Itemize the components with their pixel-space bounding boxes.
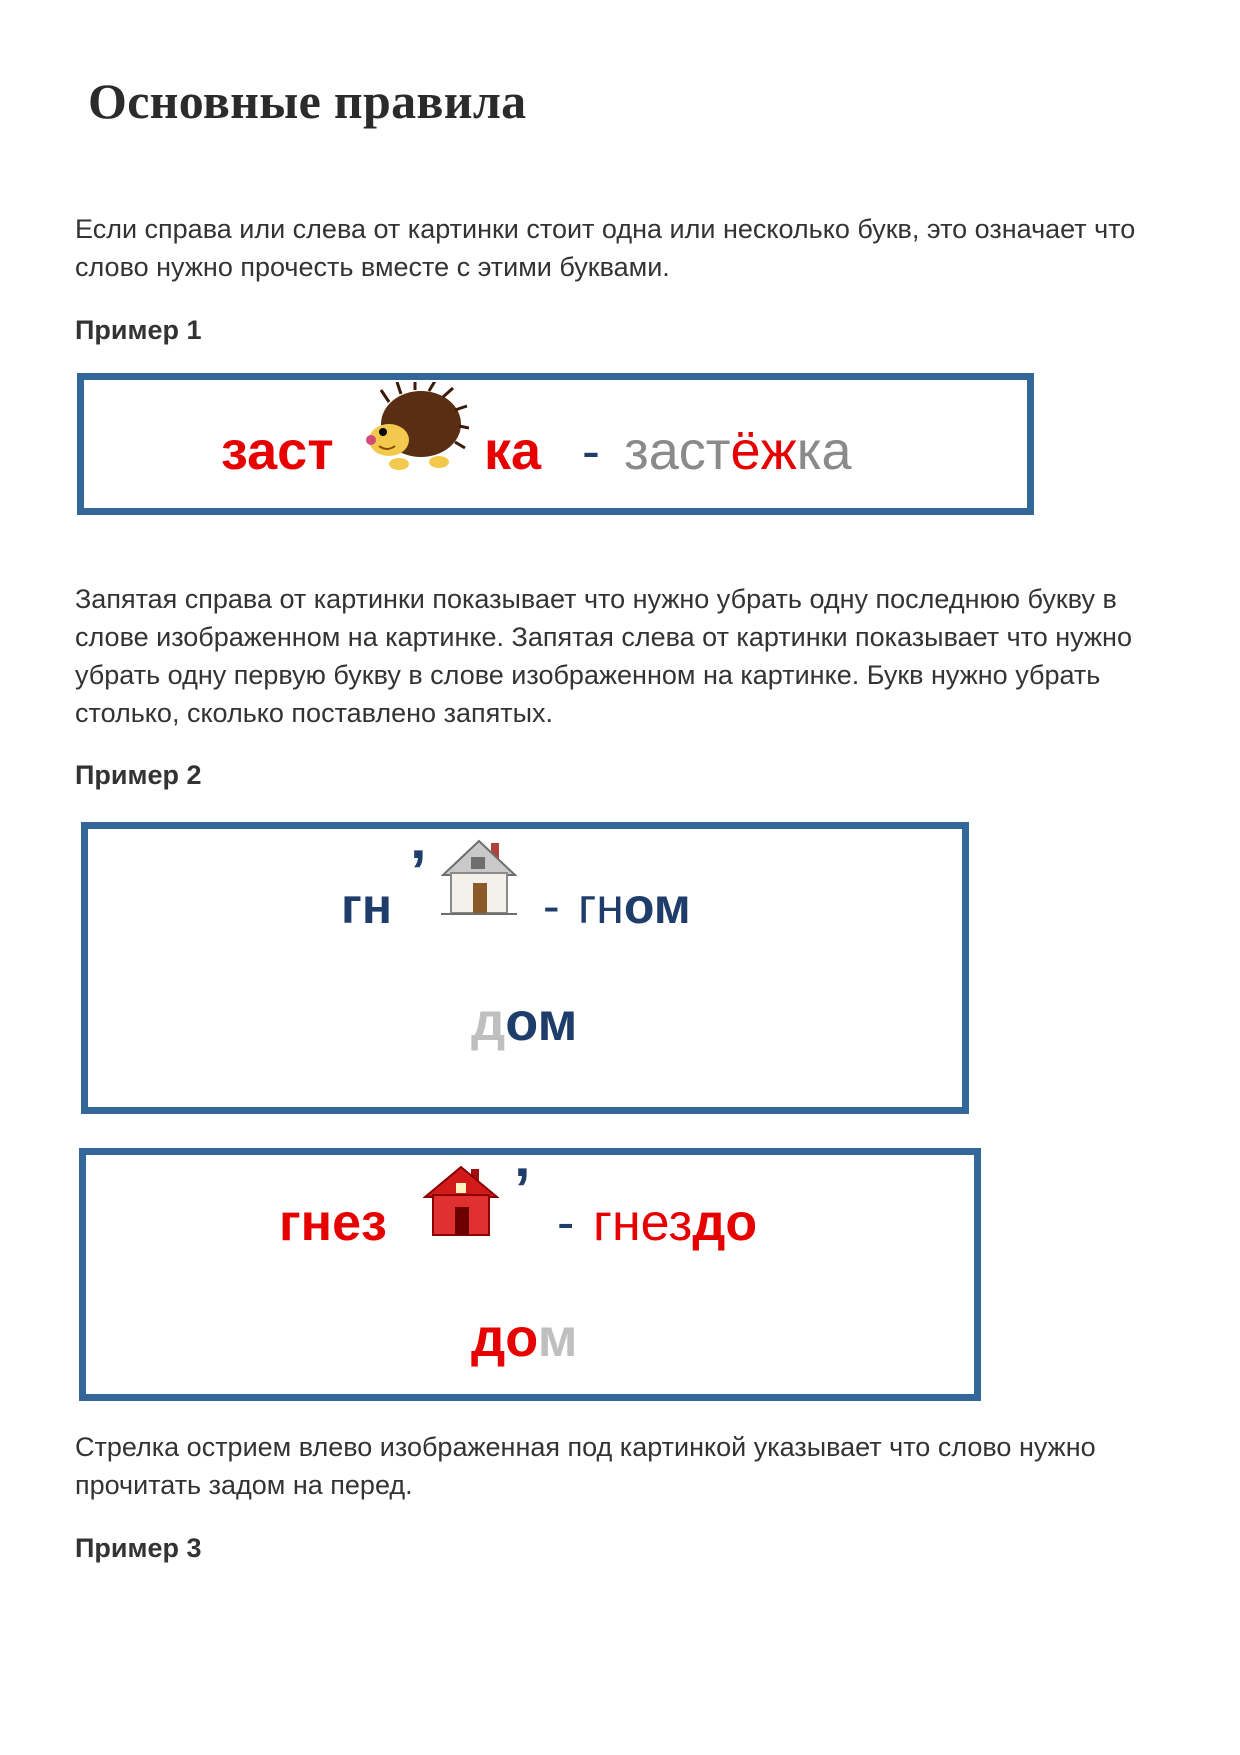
puzzle-3-card [79, 1148, 981, 1401]
puzzle-1-right-letters: ка [484, 421, 542, 481]
puzzle-2-answer-start: гн [578, 878, 624, 934]
red-house-icon [423, 1163, 499, 1239]
puzzle-1-answer-highlight: ёж [730, 421, 797, 481]
page-title: Основные правила [88, 73, 527, 129]
example-3-label: Пример 3 [75, 1533, 202, 1563]
puzzle-2-left-letters: гн [341, 878, 393, 934]
puzzle-3-answer-highlight: до [692, 1194, 758, 1252]
puzzle-1-left-letters: заст [221, 421, 334, 481]
puzzle-2-card [81, 822, 969, 1114]
puzzle-3-left-letters: гнез [279, 1194, 387, 1252]
puzzle-2-picture-word [471, 991, 578, 1053]
puzzle-3-answer-start: гнез [593, 1194, 693, 1252]
puzzle-1-dash: - [582, 421, 600, 481]
puzzle-1-answer-start: заст [624, 421, 731, 481]
puzzle-2-word-kept: ом [505, 992, 578, 1052]
puzzle-2-comma: ’ [410, 838, 427, 905]
puzzle-1-answer [624, 420, 852, 482]
puzzle-1-answer-end: ка [796, 421, 852, 481]
hedgehog-icon [359, 382, 469, 474]
puzzle-3-word-kept: до [471, 1308, 538, 1368]
puzzle-3-dash: - [557, 1194, 575, 1252]
puzzle-3-comma: ’ [514, 1156, 531, 1223]
rule-paragraph-2: Запятая справа от картинки показывает что нужно убрать одну последнюю букву в слове изображенном на картинке. Запятая слева от картинки показывает что нужно убрать одну первую букву в слове изображенном на картинке. Букв нужно убрать столько, сколько поставлено запятых. [75, 584, 1132, 728]
example-1-label: Пример 1 [75, 315, 202, 345]
puzzle-2-word-removed: д [471, 992, 506, 1052]
puzzle-3-word-removed: м [537, 1308, 578, 1368]
rule-paragraph-1: Если справа или слева от картинки стоит одна или несколько букв, это означает что слово нужно прочесть вместе с этими буквами. [75, 214, 1136, 282]
rule-paragraph-3: Стрелка острием влево изображенная под картинкой указывает что слово нужно прочитать задом на перед. [75, 1432, 1096, 1500]
puzzle-3-picture-word [471, 1307, 578, 1369]
puzzle-2-answer-highlight: ом [623, 878, 691, 934]
puzzle-3-answer [593, 1193, 757, 1253]
puzzle-1-card [77, 373, 1034, 515]
puzzle-2-answer [578, 877, 691, 935]
example-2-label: Пример 2 [75, 760, 202, 790]
puzzle-2-dash: - [543, 878, 560, 934]
house-icon [441, 837, 517, 917]
